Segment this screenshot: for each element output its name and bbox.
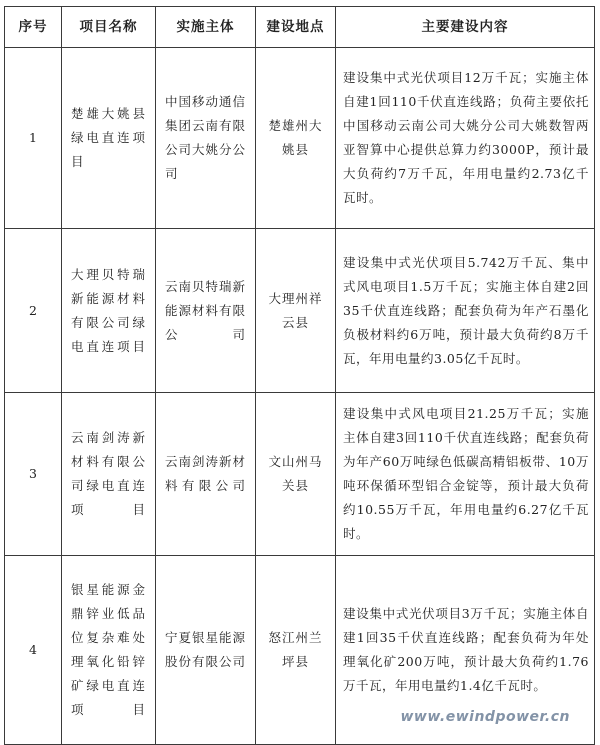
header-project-name: 项目名称 <box>62 7 156 48</box>
row-content: 建设集中式风电项目21.25万千瓦；实施主体自建3回110千伏直连线路；配套负荷为年产60万吨绿色低碳高精铝板带、10万吨环保循环型铝合金锭等，预计最大负荷约10.55万千瓦，年用电量约6.27亿千瓦时。 <box>336 393 595 556</box>
row-entity: 云南贝特瑞新能源材料有限公司 <box>156 229 256 393</box>
table-row <box>5 393 595 556</box>
row-location: 楚雄州大姚县 <box>256 48 336 229</box>
row-entity: 云南剑涛新材料有限公司 <box>156 393 256 556</box>
row-project-name: 银星能源金鼎锌业低品位复杂难处理氧化铅锌矿绿电直连项目 <box>62 556 156 745</box>
row-project-name: 大理贝特瑞新能源材料有限公司绿电直连项目 <box>62 229 156 393</box>
watermark: www.ewindpower.cn <box>400 709 570 725</box>
header-location: 建设地点 <box>256 7 336 48</box>
projects-table <box>4 6 595 745</box>
table-row <box>5 48 595 229</box>
table-row <box>5 229 595 393</box>
header-row <box>5 7 595 48</box>
row-serial: 4 <box>5 556 62 745</box>
row-content: 建设集中式光伏项目5.742万千瓦、集中式风电项目1.5万千瓦；实施主体自建2回35千伏直连线路；配套负荷为年产石墨化负极材料约6万吨，预计最大负荷约8万千瓦，年用电量约3.05亿千瓦时。 <box>336 229 595 393</box>
row-location: 怒江州兰坪县 <box>256 556 336 745</box>
row-serial: 1 <box>5 48 62 229</box>
row-location: 文山州马关县 <box>256 393 336 556</box>
row-entity: 中国移动通信集团云南有限公司大姚分公司 <box>156 48 256 229</box>
header-serial: 序号 <box>5 7 62 48</box>
row-serial: 3 <box>5 393 62 556</box>
row-project-name: 楚雄大姚县绿电直连项目 <box>62 48 156 229</box>
row-serial: 2 <box>5 229 62 393</box>
row-entity: 宁夏银星能源股份有限公司 <box>156 556 256 745</box>
header-content: 主要建设内容 <box>336 7 595 48</box>
row-content: 建设集中式光伏项目12万千瓦；实施主体自建1回110千伏直连线路；负荷主要依托中国移动云南公司大姚分公司大姚数智两亚智算中心提供总算力约3000P，预计最大负荷约7万千瓦，年用电量约2.73亿千瓦时。 <box>336 48 595 229</box>
row-content: 建设集中式光伏项目3万千瓦；实施主体自建1回35千伏直连线路；配套负荷为年处理氧化矿200万吨，预计最大负荷约1.76万千瓦，年用电量约1.4亿千瓦时。 <box>336 556 595 745</box>
row-project-name: 云南剑涛新材料有限公司绿电直连项目 <box>62 393 156 556</box>
row-location: 大理州祥云县 <box>256 229 336 393</box>
header-entity: 实施主体 <box>156 7 256 48</box>
